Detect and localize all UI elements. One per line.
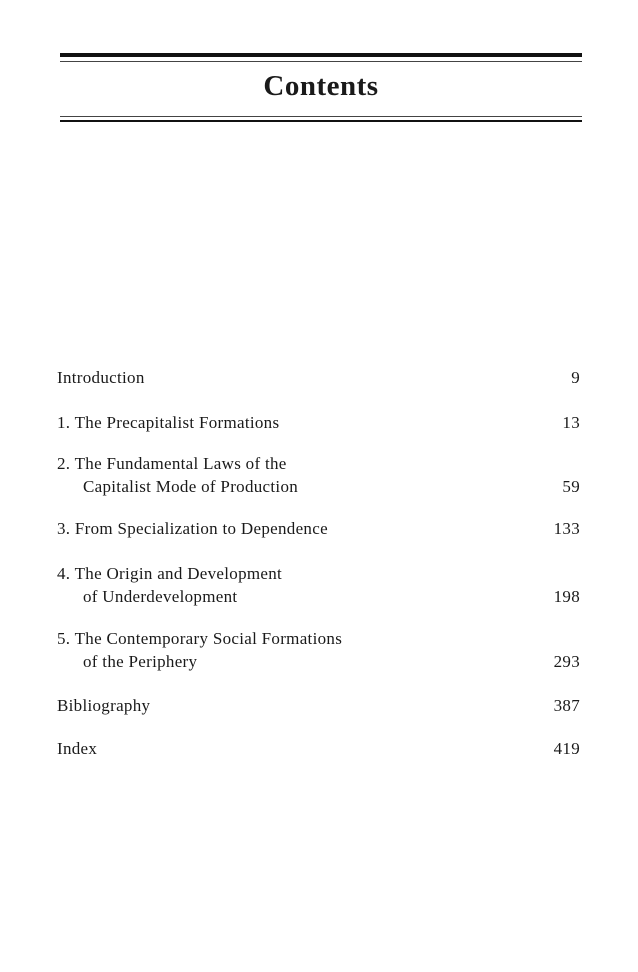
- toc-entry-page-number: 419: [553, 739, 580, 758]
- toc-entry-title-continued: of Underdevelopment: [83, 587, 238, 606]
- bottom-thin-rule: [60, 116, 582, 117]
- toc-entry-title: Index: [57, 739, 98, 758]
- toc-entry-page-number: 387: [553, 696, 580, 715]
- toc-entry-title-continued: of the Periphery: [83, 652, 198, 671]
- toc-entry-page-number: 198: [553, 587, 580, 606]
- toc-entry-chapter-3: [57, 517, 582, 540]
- toc-entry-bibliography: [57, 694, 582, 717]
- toc-entry-title: Bibliography: [57, 696, 151, 715]
- toc-entry-title: 3. From Specialization to Dependence: [57, 519, 328, 538]
- top-thin-rule: [60, 61, 582, 62]
- toc-entry-chapter-2: [57, 452, 582, 498]
- toc-entry-page-number: 9: [571, 368, 580, 387]
- toc-entry-introduction: [57, 366, 582, 389]
- toc-entry-title-continued: Capitalist Mode of Production: [83, 477, 299, 496]
- toc-entry-title: 2. The Fundamental Laws of the: [57, 454, 287, 473]
- toc-entry-chapter-4: [57, 562, 582, 608]
- toc-entry-chapter-1: [57, 411, 582, 434]
- toc-entry-title: Introduction: [57, 368, 145, 387]
- toc-entry-page-number: 59: [562, 477, 580, 496]
- toc-entry-title: 4. The Origin and Development: [57, 564, 283, 583]
- top-thick-rule: [60, 53, 582, 57]
- toc-entry-index: [57, 737, 582, 760]
- page-title: Contents: [263, 70, 379, 102]
- toc-entry-chapter-5: [57, 627, 582, 673]
- toc-entry-title: 1. The Precapitalist Formations: [57, 413, 280, 432]
- toc-entry-page-number: 293: [553, 652, 580, 671]
- toc-entry-page-number: 13: [562, 413, 580, 432]
- bottom-thick-rule: [60, 120, 582, 122]
- toc-entry-page-number: 133: [553, 519, 580, 538]
- toc-entry-title: 5. The Contemporary Social Formations: [57, 629, 343, 648]
